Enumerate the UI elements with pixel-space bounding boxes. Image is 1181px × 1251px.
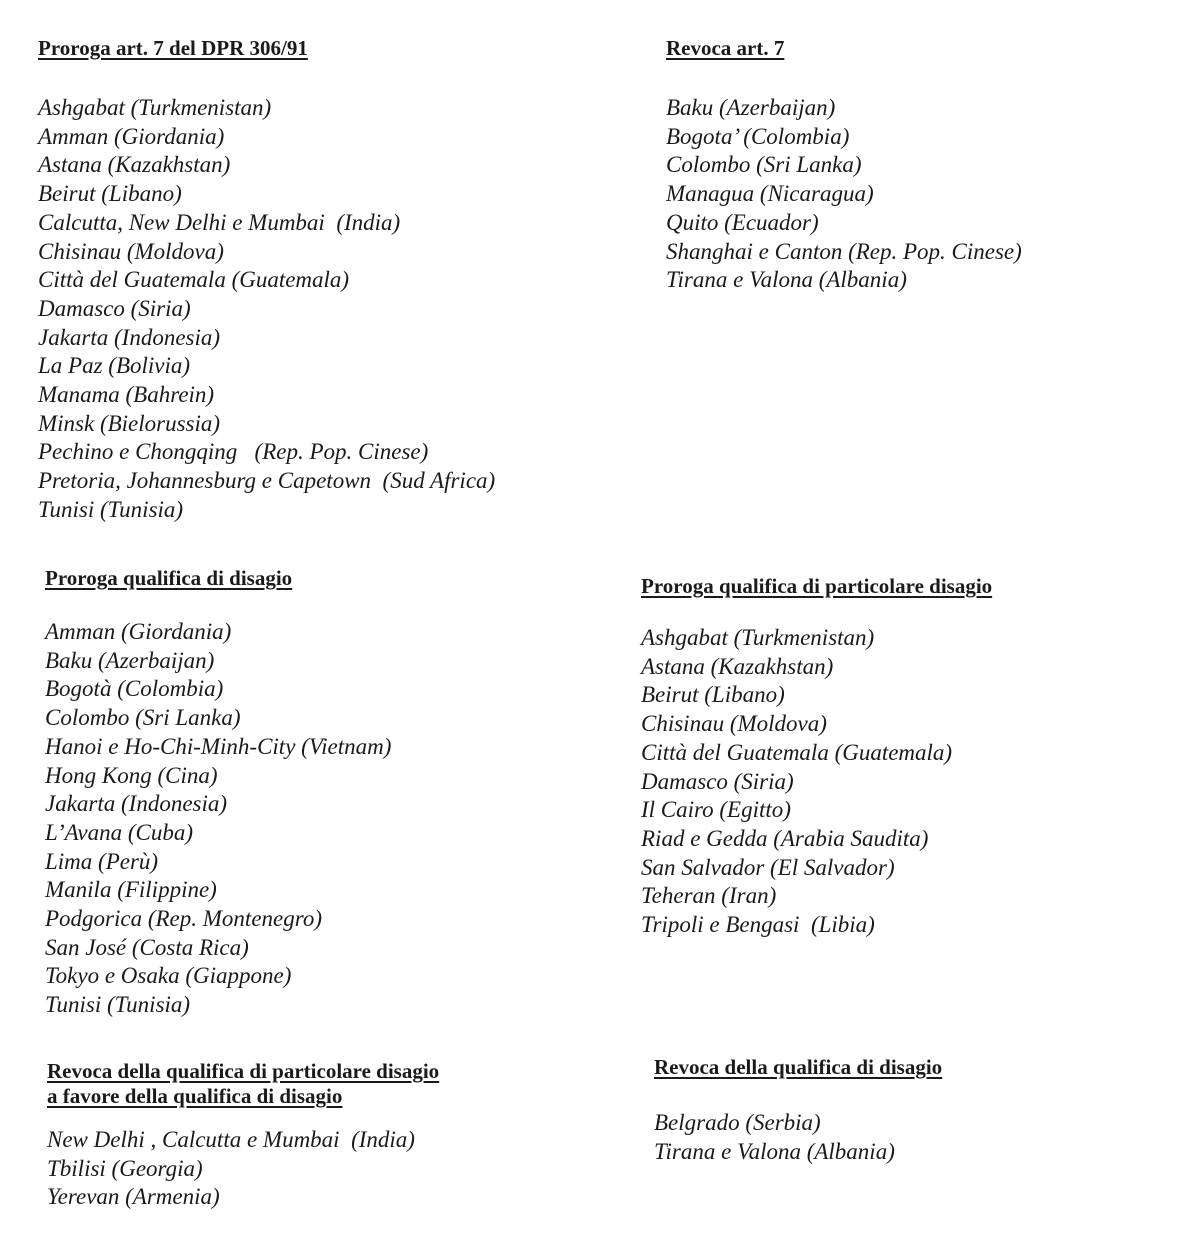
section-proroga-particolare-disagio: [641, 574, 992, 940]
list-item: Il Cairo (Egitto): [641, 797, 791, 823]
section-title: Proroga qualifica di disagio: [45, 566, 293, 590]
list-item: Baku (Azerbaijan): [666, 95, 836, 120]
section-title: Revoca art. 7: [666, 36, 785, 60]
list-item: Tunisi (Tunisia): [38, 496, 184, 522]
list-item: Manila (Filippine): [45, 877, 217, 903]
list-item: Teheran (Iran): [641, 883, 777, 909]
section-revoca-disagio: [654, 1055, 942, 1166]
section-title: [47, 1059, 439, 1109]
list-item: San José (Costa Rica): [45, 934, 249, 960]
list-item: Minsk (Bielorussia): [38, 410, 221, 436]
list-item: Belgrado (Serbia): [654, 1110, 821, 1135]
list-item: Yerevan (Armenia): [47, 1184, 220, 1210]
list-item: Chisinau (Moldova): [38, 238, 224, 264]
section-title: Proroga qualifica di particolare disagio: [641, 574, 993, 598]
section-proroga-disagio: [45, 566, 391, 1020]
list-item: Hanoi e Ho-Chi-Minh-City (Vietnam): [45, 733, 392, 759]
list-item: Ashgabat (Turkmenistan): [641, 625, 875, 650]
list-item: Tirana e Valona (Albania): [666, 267, 907, 293]
list-item: Città del Guatemala (Guatemala): [641, 739, 953, 765]
list-item: Amman (Giordania): [45, 619, 232, 644]
list-item: Jakarta (Indonesia): [45, 791, 228, 817]
list-item: Pretoria, Johannesburg e Capetown (Sud Africa): [38, 468, 496, 494]
list-item: Astana (Kazakhstan): [38, 152, 231, 178]
list-item: Tirana e Valona (Albania): [654, 1138, 895, 1164]
list-item: Bogota’ (Colombia): [666, 123, 850, 149]
section-revoca-art7: [666, 36, 1022, 295]
list-item: Hong Kong (Cina): [45, 762, 218, 788]
city-list: [38, 94, 495, 525]
list-item: Beirut (Libano): [641, 682, 785, 708]
section-title-line-2: a favore della qualifica di disagio: [47, 1084, 343, 1108]
list-item: Baku (Azerbaijan): [45, 647, 215, 673]
list-item: Chisinau (Moldova): [641, 711, 827, 737]
list-item: Podgorica (Rep. Montenegro): [45, 906, 322, 932]
city-list: [666, 94, 1022, 295]
list-item: Tripoli e Bengasi (Libia): [641, 912, 875, 938]
city-list: [654, 1109, 942, 1166]
list-item: San Salvador (El Salvador): [641, 854, 895, 880]
section-title-line-1: Revoca della qualifica di particolare disagio: [47, 1059, 440, 1083]
city-list: [45, 618, 391, 1020]
list-item: Quito (Ecuador): [666, 209, 819, 235]
city-list: [47, 1126, 439, 1212]
section-title: Proroga art. 7 del DPR 306/91: [38, 36, 308, 60]
list-item: Damasco (Siria): [641, 768, 794, 794]
list-item: New Delhi , Calcutta e Mumbai (India): [47, 1127, 415, 1152]
list-item: Jakarta (Indonesia): [38, 324, 221, 350]
list-item: Calcutta, New Delhi e Mumbai (India): [38, 209, 401, 235]
list-item: L’Avana (Cuba): [45, 819, 193, 845]
list-item: Manama (Bahrein): [38, 382, 215, 408]
list-item: Beirut (Libano): [38, 181, 182, 207]
list-item: Colombo (Sri Lanka): [666, 152, 862, 178]
list-item: Colombo (Sri Lanka): [45, 705, 241, 731]
section-title: Revoca della qualifica di disagio: [654, 1055, 943, 1079]
list-item: Tbilisi (Georgia): [47, 1155, 203, 1181]
list-item: Astana (Kazakhstan): [641, 653, 834, 679]
section-revoca-particolare-a-favore: [47, 1059, 439, 1212]
list-item: Riad e Gedda (Arabia Saudita): [641, 825, 929, 851]
list-item: Tokyo e Osaka (Giappone): [45, 963, 292, 989]
list-item: Managua (Nicaragua): [666, 181, 874, 207]
list-item: La Paz (Bolivia): [38, 353, 191, 379]
list-item: Città del Guatemala (Guatemala): [38, 267, 350, 293]
list-item: Tunisi (Tunisia): [45, 992, 191, 1018]
list-item: Damasco (Siria): [38, 295, 191, 321]
list-item: Amman (Giordania): [38, 123, 225, 149]
list-item: Pechino e Chongqing (Rep. Pop. Cinese): [38, 439, 429, 465]
city-list: [641, 624, 992, 940]
list-item: Ashgabat (Turkmenistan): [38, 95, 272, 120]
list-item: Bogotà (Colombia): [45, 676, 224, 702]
list-item: Shanghai e Canton (Rep. Pop. Cinese): [666, 238, 1022, 264]
list-item: Lima (Perù): [45, 848, 159, 874]
section-proroga-art7: [38, 36, 495, 525]
